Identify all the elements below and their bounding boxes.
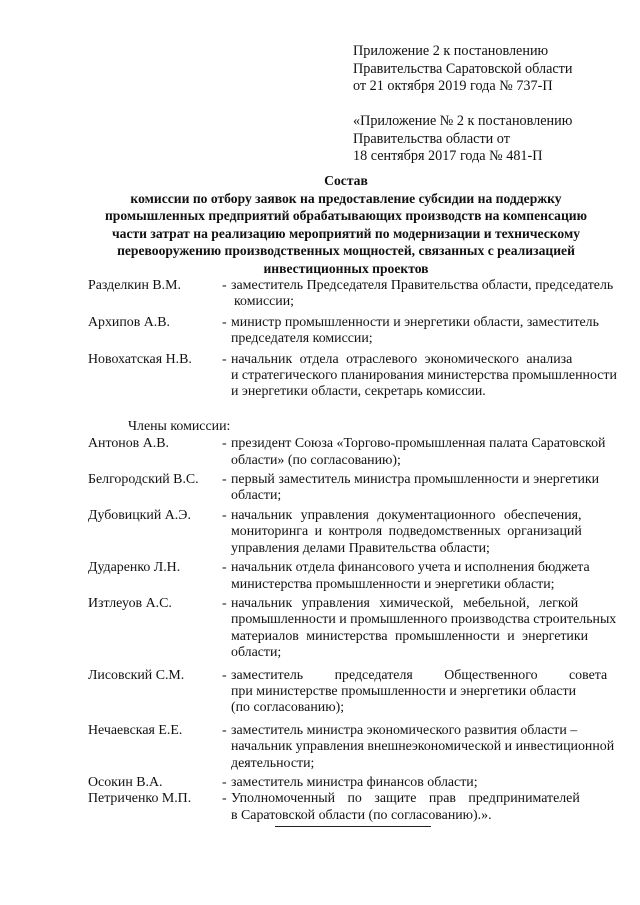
- member-name: Дубовицкий А.Э.: [88, 507, 191, 523]
- role-line: материалов министерства промышленности и энергетики: [231, 628, 589, 644]
- member-dash: -: [222, 774, 227, 790]
- role-line: министр промышленности и энергетики области, заместитель: [231, 314, 599, 330]
- role-line: начальник управления внешнеэкономической и инвестиционной: [231, 739, 615, 755]
- role-line: начальник отдела финансового учета и исполнения бюджета: [231, 560, 590, 576]
- member-row: [88, 472, 613, 505]
- member-row: [88, 560, 613, 593]
- role-line: первый заместитель министра промышленности и энергетики: [231, 472, 600, 488]
- role-line: министерства промышленности и энергетики области;: [231, 576, 555, 592]
- member-name: Осокин В.А.: [88, 774, 163, 790]
- member-name: Разделкин В.М.: [88, 278, 181, 293]
- role-line: деятельности;: [231, 755, 315, 771]
- member-dash: -: [222, 595, 227, 611]
- role-line: управления делами Правительства области;: [231, 540, 490, 556]
- role-line: области» (по согласованию);: [231, 452, 401, 468]
- appendix-reference-original: [353, 113, 623, 166]
- member-role: [231, 668, 613, 717]
- member-name: Изтлеуов А.С.: [88, 595, 172, 611]
- role-line: комиссии;: [234, 294, 295, 310]
- role-line: (по согласованию);: [231, 700, 345, 716]
- members-label: Члены комиссии:: [128, 418, 231, 434]
- role-line: области;: [231, 488, 282, 504]
- member-name: Белгородский В.С.: [88, 472, 199, 488]
- member-name: Антонов А.В.: [88, 436, 169, 452]
- role-line: при министерстве промышленности и энергетики области: [231, 683, 577, 699]
- role-line: председателя комиссии;: [231, 331, 373, 347]
- appendix-line: от 21 октября 2019 года № 737-П: [353, 78, 553, 94]
- role-line: промышленности и промышленного производства строительных: [231, 612, 617, 628]
- member-dash: -: [222, 278, 227, 293]
- member-name: Дударенко Л.Н.: [88, 560, 181, 576]
- member-role: [231, 436, 613, 469]
- appendix-line: Приложение 2 к постановлению: [353, 43, 549, 59]
- member-row: [88, 278, 613, 311]
- appendix-line: «Приложение № 2 к постановлению: [353, 113, 573, 129]
- role-line: мониторинга и контроля подведомственных организаций: [231, 524, 582, 540]
- member-name: Новохатская Н.В.: [88, 351, 192, 367]
- member-role: [231, 596, 616, 662]
- role-line: начальник отдела отраслевого экономического анализа: [231, 351, 573, 367]
- appendix-line: 18 сентября 2017 года № 481-П: [353, 148, 543, 164]
- member-role: [231, 352, 617, 401]
- role-line: области;: [231, 645, 282, 661]
- role-line: и энергетики области, секретарь комиссии.: [231, 384, 486, 400]
- appendix-line: Правительства Саратовской области: [353, 60, 573, 77]
- member-dash: -: [222, 722, 227, 738]
- member-row: [88, 436, 613, 469]
- member-dash: -: [222, 560, 227, 576]
- member-role: [231, 472, 613, 505]
- title-line: перевооружению производственных мощностей, связанных с реализацией: [117, 243, 575, 259]
- title-line: промышленных предприятий обрабатывающих производств на компенсацию: [104, 208, 588, 224]
- member-dash: -: [222, 507, 227, 523]
- member-dash: -: [222, 472, 227, 488]
- role-line: в Саратовской области (по согласованию).».: [231, 807, 492, 823]
- member-dash: -: [222, 667, 227, 683]
- title-line: части затрат на реализацию мероприятий по модернизации и техническому: [112, 225, 580, 241]
- appendix-reference-current: [353, 43, 623, 96]
- member-role: [231, 791, 613, 824]
- role-line: заместитель председателя Общественного совета: [231, 667, 608, 683]
- member-dash: -: [222, 791, 227, 807]
- member-name: Нечаевская Е.Е.: [88, 722, 183, 738]
- role-line: Уполномоченный по защите прав предпринимателей: [231, 791, 580, 807]
- title-heading: Состав: [324, 173, 368, 188]
- member-row: [88, 595, 617, 662]
- member-row: [88, 351, 617, 401]
- role-line: заместитель Председателя Правительства области, председатель: [231, 278, 614, 293]
- title-line: комиссии по отбору заявок на предоставление субсидии на поддержку: [130, 190, 562, 206]
- member-dash: -: [222, 314, 227, 330]
- member-dash: -: [222, 436, 227, 452]
- role-line: президент Союза «Торгово-промышленная палата Саратовской: [231, 436, 606, 452]
- member-role: [231, 278, 613, 311]
- member-role: [231, 775, 613, 791]
- role-line: заместитель министра экономического развития области –: [231, 722, 578, 738]
- member-name: Лисовский С.М.: [88, 667, 185, 683]
- member-row: [88, 723, 613, 772]
- member-role: [231, 508, 613, 557]
- role-line: начальник управления документационного обеспечения,: [231, 507, 582, 523]
- document-title: [78, 172, 614, 278]
- closing-separator-line: [275, 826, 431, 827]
- member-dash: -: [222, 351, 227, 367]
- title-line: инвестиционных проектов: [263, 260, 429, 276]
- member-name: Архипов А.В.: [88, 314, 171, 330]
- member-role: [231, 560, 613, 593]
- member-role: [231, 723, 614, 772]
- member-row: [88, 508, 613, 557]
- member-role: [231, 315, 613, 348]
- member-row: [88, 315, 613, 348]
- appendix-line: Правительства области от: [353, 130, 510, 147]
- role-line: и стратегического планирования министерства промышленности: [231, 368, 617, 384]
- member-name: Петриченко М.П.: [88, 791, 192, 807]
- member-row: [88, 668, 613, 717]
- member-row: [88, 775, 613, 791]
- member-row: [88, 791, 613, 824]
- role-line: начальник управления химической, мебельной, легкой: [231, 595, 579, 611]
- role-line: заместитель министра финансов области;: [231, 774, 478, 790]
- commission-composition: [88, 278, 617, 824]
